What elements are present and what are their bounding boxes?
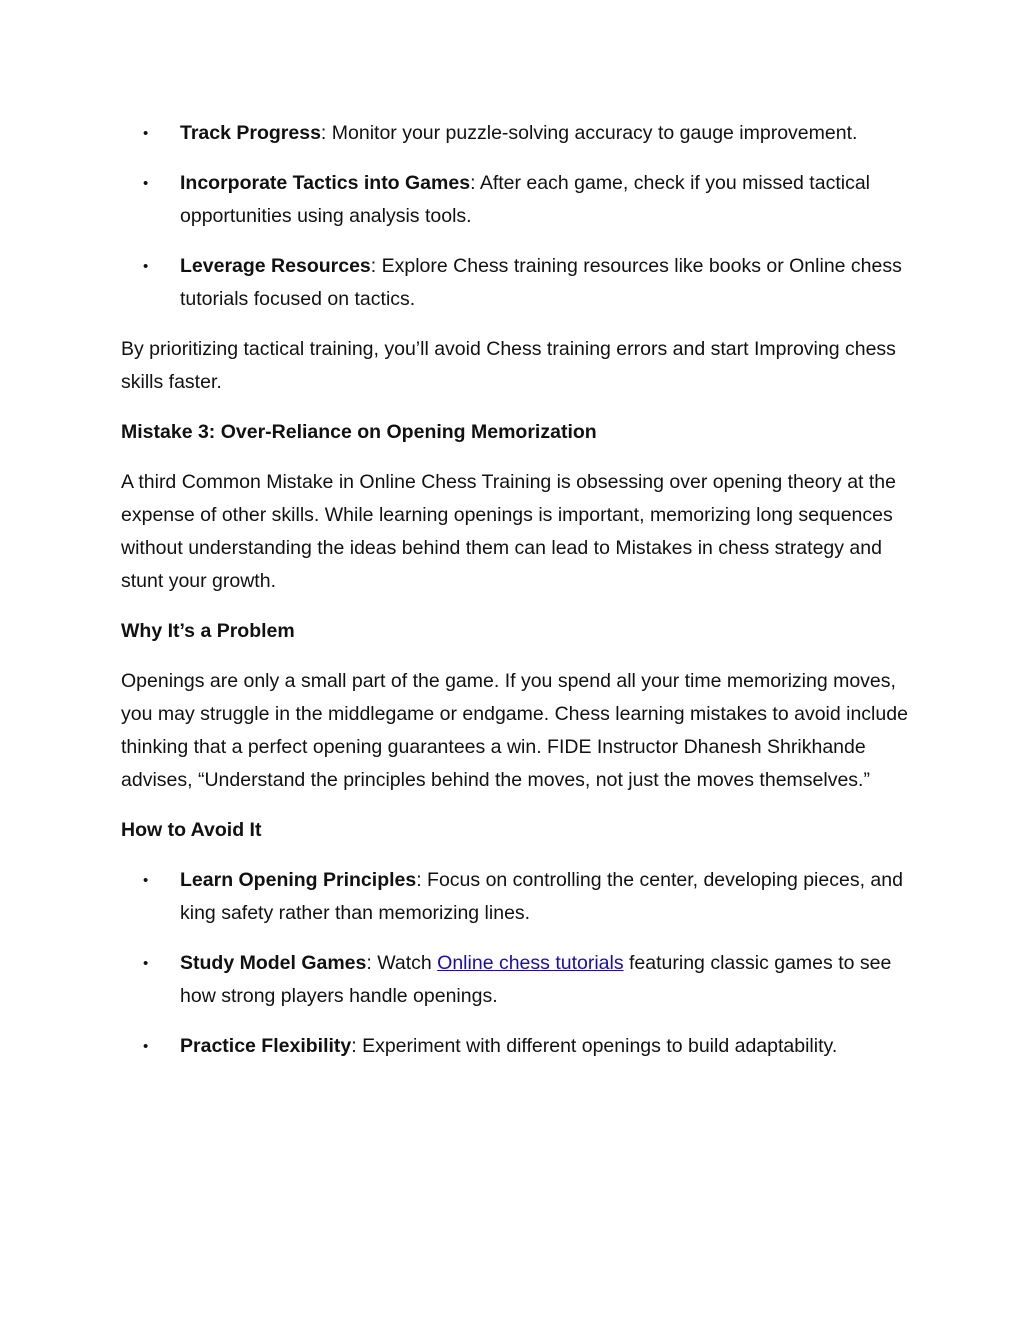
list-item-text: : Monitor your puzzle-solving accuracy to gauge improvement. [320,122,858,144]
list-item-term: Incorporate Tactics into Games [180,172,471,194]
list-item [121,1030,911,1063]
paragraph-why-problem: Openings are only a small part of the game. If you spend all your time memorizing moves, you may struggle in the middlegame or endgame. Chess learning mistakes to avoid include thinking that a perfect opening guarantees a win. FIDE Instructor Dhanesh Shrikhande advises, “Understand the principles behind the moves, not just the moves themselves.” [121,670,908,791]
list-item [121,117,911,150]
avoid-tips-list [121,864,911,1063]
list-item-text-post: featuring classic games to see how strong players handle openings. [180,952,892,1007]
list-item [121,250,911,316]
bullet-icon: • [143,872,149,889]
section-heading-mistake-3: Mistake 3: Over-Reliance on Opening Memorization [121,421,597,443]
bullet-icon: • [143,1038,149,1055]
list-item-term: Track Progress [180,122,321,144]
list-item-term: Leverage Resources [180,255,371,277]
paragraph-summary: By prioritizing tactical training, you’ll avoid Chess training errors and start Improving chess skills faster. [121,338,896,393]
list-item-term: Study Model Games [180,952,367,974]
online-chess-tutorials-link[interactable]: Online chess tutorials [437,952,624,974]
list-item-text: : Focus on controlling the center, developing pieces, and king safety rather than memorizing lines. [180,869,903,924]
paragraph-mistake-3: A third Common Mistake in Online Chess Training is obsessing over opening theory at the expense of other skills. While learning openings is important, memorizing long sequences without understanding the ideas behind them can lead to Mistakes in chess strategy and stunt your growth. [121,471,896,592]
list-item-text: : Explore Chess training resources like books or Online chess tutorials focused on tactics. [180,255,902,310]
list-item-text-pre: : Watch [366,952,438,974]
bullet-icon: • [143,955,149,972]
list-item [121,947,911,1013]
list-item-term: Learn Opening Principles [180,869,417,891]
subheading-how-to-avoid: How to Avoid It [121,819,262,841]
list-item [121,167,911,233]
tactics-tips-list [121,117,911,316]
list-item-text: : After each game, check if you missed tactical opportunities using analysis tools. [180,172,870,227]
document-page [121,117,911,1080]
list-item [121,864,911,930]
bullet-icon: • [143,125,149,142]
bullet-icon: • [143,175,149,192]
list-item-text: : Experiment with different openings to build adaptability. [351,1035,838,1057]
subheading-why-problem: Why It’s a Problem [121,620,295,642]
bullet-icon: • [143,258,149,275]
list-item-term: Practice Flexibility [180,1035,352,1057]
